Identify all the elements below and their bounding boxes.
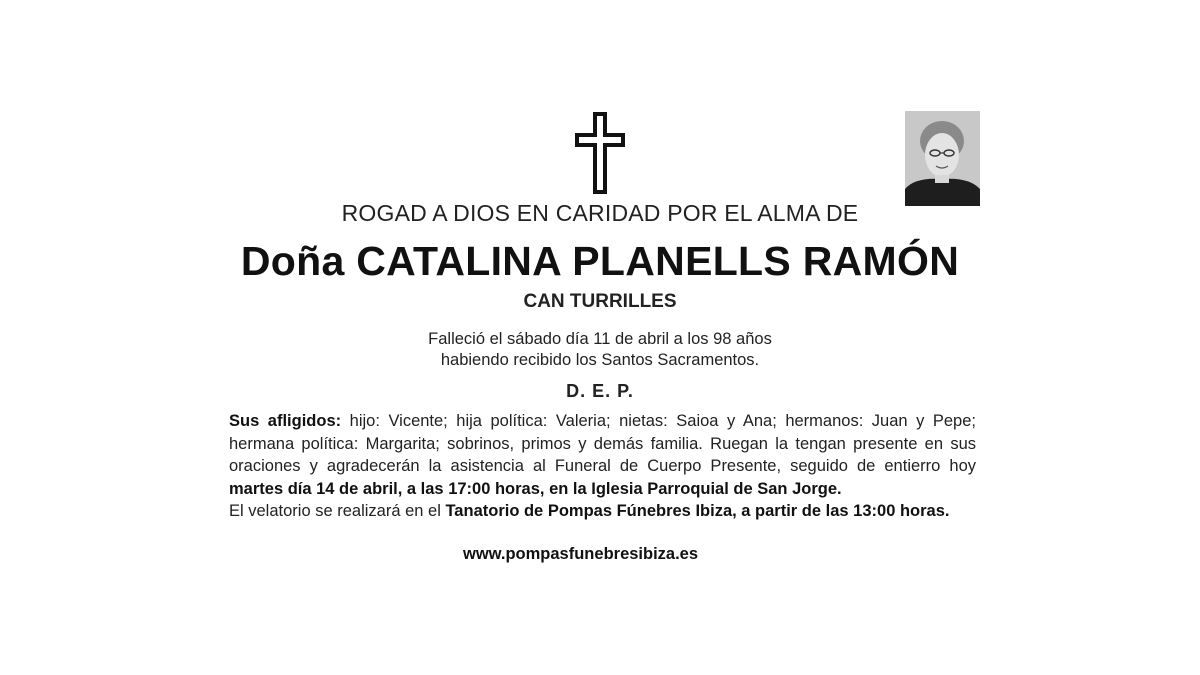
funeral-details: martes día 14 de abril, a las 17:00 horas, en la Iglesia Parroquial de San Jorge. [229, 479, 842, 498]
mourners-label: Sus afligidos: [229, 412, 342, 430]
wake-text: El velatorio se realizará en el [229, 502, 446, 520]
deceased-name: Doña CATALINA PLANELLS RAMÓN [240, 238, 960, 284]
website-link[interactable]: www.pompasfunebresibiza.es [463, 545, 699, 563]
latin-cross-icon [574, 111, 626, 195]
death-date-line: Falleció el sábado día 11 de abril a los 98 años [428, 330, 772, 348]
death-details [0, 329, 1200, 371]
mourners-text: hijo: Vicente; hija política: Valeria; nietas: Saioa y Ana; hermanos: Juan y Pepe; hermana política: Margarita; sobrinos, primos y demás familia. Ruegan la tengan presente en sus oraciones y agradecerán la asistencia al Funeral de Cuerpo Presente, seguido de entierro hoy [229, 412, 976, 475]
sacraments-line: habiendo recibido los Santos Sacramentos. [440, 351, 760, 369]
obituary-body [229, 410, 976, 523]
deceased-portrait-photo [905, 111, 980, 206]
rest-in-peace: D. E. P. [566, 381, 634, 401]
prayer-heading: ROGAD A DIOS EN CARIDAD POR EL ALMA DE [341, 200, 859, 226]
wake-details: Tanatorio de Pompas Fúnebres Ibiza, a partir de las 13:00 horas. [445, 502, 950, 520]
family-nickname: CAN TURRILLES [523, 291, 677, 312]
